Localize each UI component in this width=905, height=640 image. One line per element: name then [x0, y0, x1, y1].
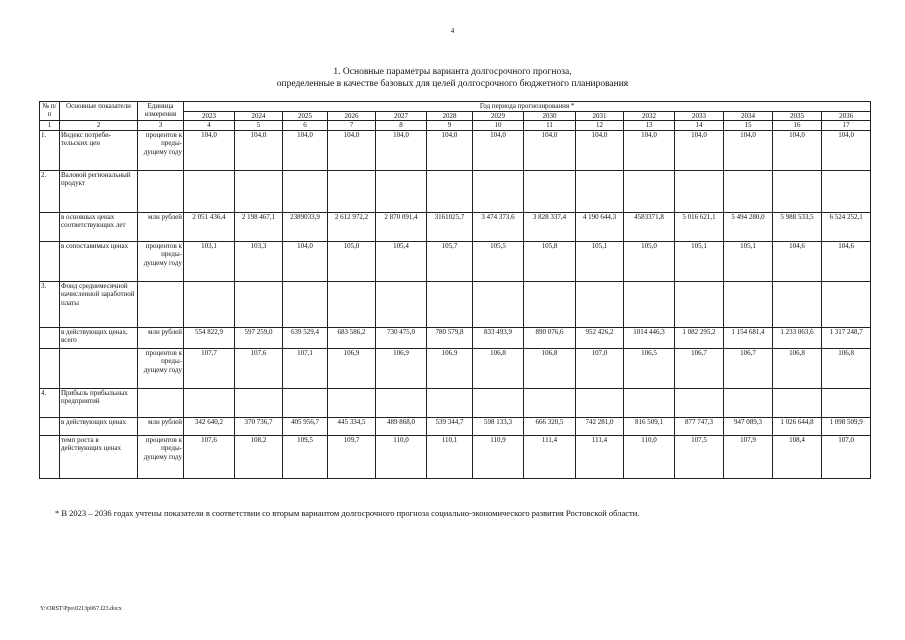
row-value: 106,7	[675, 348, 724, 388]
row-value: 106,9	[376, 348, 427, 388]
row-value: 342 640,2	[184, 417, 235, 435]
row-value: 104,0	[675, 130, 724, 170]
row-value: 947 089,3	[724, 417, 773, 435]
row-value: 1 154 681,4	[724, 327, 773, 348]
row-value: 105,7	[427, 241, 473, 281]
row-number: 4.	[40, 388, 60, 417]
row-number	[40, 327, 60, 348]
row-value: 107,5	[675, 435, 724, 478]
row-value: 105,8	[524, 241, 576, 281]
column-number: 2	[60, 121, 138, 130]
row-value: 105,5	[473, 241, 524, 281]
row-indicator: Валовой региональный продукт	[60, 170, 138, 212]
row-value: 370 736,7	[235, 417, 283, 435]
row-number	[40, 212, 60, 241]
row-value: 890 076,6	[524, 327, 576, 348]
row-unit: млн рублей	[138, 212, 184, 241]
table-row	[40, 417, 871, 435]
row-value	[675, 388, 724, 417]
row-value: 106,9	[427, 348, 473, 388]
header-year: 2029	[473, 112, 524, 121]
row-value	[524, 170, 576, 212]
row-number	[40, 435, 60, 478]
row-value: 107,7	[184, 348, 235, 388]
header-year: 2026	[328, 112, 376, 121]
column-number: 13	[624, 121, 675, 130]
row-value: 1 317 248,7	[822, 327, 871, 348]
column-number: 17	[822, 121, 871, 130]
row-value: 110,9	[473, 435, 524, 478]
row-value: 104,0	[184, 130, 235, 170]
row-value	[524, 281, 576, 327]
table-row	[40, 327, 871, 348]
row-value	[427, 170, 473, 212]
row-value: 742 281,0	[576, 417, 624, 435]
page-number: 4	[450, 27, 455, 35]
forecast-table	[39, 101, 871, 479]
row-value	[283, 281, 328, 327]
row-value	[524, 388, 576, 417]
header-year: 2025	[283, 112, 328, 121]
row-number	[40, 241, 60, 281]
row-value	[773, 170, 822, 212]
row-value: 111,4	[576, 435, 624, 478]
row-unit	[138, 281, 184, 327]
row-value: 833 493,9	[473, 327, 524, 348]
row-indicator: Индекс потреби-тельских цен	[60, 130, 138, 170]
row-value: 5 494 280,0	[724, 212, 773, 241]
row-value	[235, 170, 283, 212]
row-value: 107,6	[235, 348, 283, 388]
row-indicator: в действующих ценах, всего	[60, 327, 138, 348]
row-value: 104,0	[427, 130, 473, 170]
row-value: 106,5	[624, 348, 675, 388]
table-row	[40, 212, 871, 241]
row-unit: млн рублей	[138, 417, 184, 435]
row-value: 105,1	[724, 241, 773, 281]
row-value: 104,0	[473, 130, 524, 170]
table-row	[40, 130, 871, 170]
header-year: 2028	[427, 112, 473, 121]
row-value: 4 190 644,3	[576, 212, 624, 241]
row-value: 105,0	[328, 241, 376, 281]
row-value: 816 509,1	[624, 417, 675, 435]
row-value: 104,0	[624, 130, 675, 170]
row-indicator: Прибыль прибыльных предприятий	[60, 388, 138, 417]
header-unit: Единица измерения	[138, 102, 184, 121]
column-number: 14	[675, 121, 724, 130]
row-unit: млн рублей	[138, 327, 184, 348]
row-value: 104,0	[235, 130, 283, 170]
column-number: 6	[283, 121, 328, 130]
row-value	[822, 388, 871, 417]
header-row	[40, 102, 871, 112]
table-row	[40, 281, 871, 327]
row-value: 107,0	[576, 348, 624, 388]
row-value: 107,0	[822, 435, 871, 478]
row-value: 1 082 295,2	[675, 327, 724, 348]
row-value: 105,0	[624, 241, 675, 281]
header-year: 2027	[376, 112, 427, 121]
row-value	[328, 281, 376, 327]
row-value	[724, 388, 773, 417]
row-number	[40, 417, 60, 435]
row-value	[624, 388, 675, 417]
row-value: 3 474 373,6	[473, 212, 524, 241]
table-row	[40, 241, 871, 281]
row-indicator: темп роста в действующих ценах	[60, 435, 138, 478]
row-value: 5 016 621,1	[675, 212, 724, 241]
row-value: 106,8	[524, 348, 576, 388]
row-number: 3.	[40, 281, 60, 327]
row-value: 3 828 337,4	[524, 212, 576, 241]
row-value: 104,0	[773, 130, 822, 170]
row-value: 1 026 644,8	[773, 417, 822, 435]
row-value: 103,3	[235, 241, 283, 281]
table-row	[40, 348, 871, 388]
row-indicator: Фонд среднемесячной начисленной заработной платы	[60, 281, 138, 327]
header-year: 2030	[524, 112, 576, 121]
row-indicator	[60, 348, 138, 388]
row-value	[376, 281, 427, 327]
row-number: 2.	[40, 170, 60, 212]
row-value: 106,8	[473, 348, 524, 388]
table-row	[40, 388, 871, 417]
row-value: 780 579,8	[427, 327, 473, 348]
table-row	[40, 435, 871, 478]
column-number: 16	[773, 121, 822, 130]
header-year: 2033	[675, 112, 724, 121]
title-line-2: определенные в качестве базовых для целей долгосрочного бюджетного планирования	[276, 79, 629, 89]
row-value	[427, 388, 473, 417]
row-unit: процентов к преды-дущему году	[138, 130, 184, 170]
row-unit: процентов к преды-дущему году	[138, 241, 184, 281]
row-value	[675, 281, 724, 327]
table-row	[40, 170, 871, 212]
column-number: 8	[376, 121, 427, 130]
row-value: 598 133,3	[473, 417, 524, 435]
row-value: 104,0	[822, 130, 871, 170]
row-value: 103,1	[184, 241, 235, 281]
row-value: 104,0	[328, 130, 376, 170]
row-value: 106,9	[328, 348, 376, 388]
row-value	[675, 170, 724, 212]
row-value	[427, 281, 473, 327]
column-number: 15	[724, 121, 773, 130]
row-value: 2 870 091,4	[376, 212, 427, 241]
row-unit: процентов к преды-дущему году	[138, 435, 184, 478]
row-value	[235, 281, 283, 327]
row-value: 104,6	[822, 241, 871, 281]
header-year: 2036	[822, 112, 871, 121]
column-number: 5	[235, 121, 283, 130]
row-value	[576, 388, 624, 417]
row-value: 110,0	[624, 435, 675, 478]
row-value: 104,0	[724, 130, 773, 170]
row-value	[576, 281, 624, 327]
row-value	[724, 170, 773, 212]
row-value: 3161025,7	[427, 212, 473, 241]
row-value: 405 956,7	[283, 417, 328, 435]
row-value: 666 320,5	[524, 417, 576, 435]
row-unit	[138, 388, 184, 417]
row-value: 489 868,0	[376, 417, 427, 435]
header-year: 2024	[235, 112, 283, 121]
column-number: 7	[328, 121, 376, 130]
row-value: 105,4	[376, 241, 427, 281]
column-number: 9	[427, 121, 473, 130]
row-value: 109,7	[328, 435, 376, 478]
row-value: 2389033,9	[283, 212, 328, 241]
row-value: 5 988 533,5	[773, 212, 822, 241]
column-number: 12	[576, 121, 624, 130]
row-unit: процентов к преды-дущему году	[138, 348, 184, 388]
header-indicator: Основные показатели	[60, 102, 138, 121]
row-unit	[138, 170, 184, 212]
row-value	[822, 170, 871, 212]
row-value	[283, 388, 328, 417]
row-value	[473, 388, 524, 417]
row-value: 4583371,8	[624, 212, 675, 241]
row-value	[576, 170, 624, 212]
column-number: 4	[184, 121, 235, 130]
row-value: 445 334,5	[328, 417, 376, 435]
row-value	[376, 388, 427, 417]
row-value	[283, 170, 328, 212]
row-value: 104,0	[576, 130, 624, 170]
header-year: 2034	[724, 112, 773, 121]
row-value	[822, 281, 871, 327]
row-value: 597 259,0	[235, 327, 283, 348]
row-value: 952 426,2	[576, 327, 624, 348]
row-number	[40, 348, 60, 388]
row-value: 730 475,0	[376, 327, 427, 348]
row-value: 107,6	[184, 435, 235, 478]
row-value: 2 051 436,4	[184, 212, 235, 241]
row-value: 1 233 063,6	[773, 327, 822, 348]
row-value	[624, 281, 675, 327]
header-period: Год периода прогнозирования *	[184, 102, 871, 112]
row-value	[184, 170, 235, 212]
row-value	[184, 281, 235, 327]
row-value: 104,0	[283, 130, 328, 170]
header-year: 2035	[773, 112, 822, 121]
row-value: 106,8	[773, 348, 822, 388]
row-value: 539 344,7	[427, 417, 473, 435]
column-number: 11	[524, 121, 576, 130]
document-title	[0, 66, 905, 90]
row-value: 110,0	[376, 435, 427, 478]
footnote: * В 2023 – 2036 годах учтены показатели в соответствии со вторым вариантом долгосрочного прогноза социально-экономического развития Ростовской области.	[55, 508, 640, 518]
title-line-1: 1. Основные параметры варианта долгосрочного прогноза,	[333, 67, 572, 77]
row-value: 110,1	[427, 435, 473, 478]
file-path: Y:\ORST\Ppo\0213p067.f23.docx	[40, 606, 122, 612]
table-body	[40, 130, 871, 478]
row-number: 1.	[40, 130, 60, 170]
row-value: 106,7	[724, 348, 773, 388]
column-number: 1	[40, 121, 60, 130]
row-value: 2 198 467,1	[235, 212, 283, 241]
row-value	[473, 170, 524, 212]
row-value: 2 612 972,2	[328, 212, 376, 241]
row-value: 105,1	[576, 241, 624, 281]
row-value	[773, 388, 822, 417]
row-value: 107,1	[283, 348, 328, 388]
row-value: 106,8	[822, 348, 871, 388]
row-value	[473, 281, 524, 327]
row-value: 105,1	[675, 241, 724, 281]
row-value: 104,0	[524, 130, 576, 170]
row-value	[773, 281, 822, 327]
row-value: 108,2	[235, 435, 283, 478]
row-value	[328, 388, 376, 417]
row-indicator: в сопоставимых ценах	[60, 241, 138, 281]
row-indicator: в основных ценах соответствующих лет	[60, 212, 138, 241]
row-value: 1014 446,3	[624, 327, 675, 348]
row-value: 683 586,2	[328, 327, 376, 348]
row-value: 877 747,3	[675, 417, 724, 435]
header-year: 2032	[624, 112, 675, 121]
row-value	[235, 388, 283, 417]
row-value: 6 524 252,1	[822, 212, 871, 241]
header-year: 2031	[576, 112, 624, 121]
row-value: 107,9	[724, 435, 773, 478]
header-year: 2023	[184, 112, 235, 121]
row-value: 639 529,4	[283, 327, 328, 348]
row-value	[376, 170, 427, 212]
row-value: 104,6	[773, 241, 822, 281]
row-value: 1 098 509,9	[822, 417, 871, 435]
row-value: 111,4	[524, 435, 576, 478]
column-numbers-row	[40, 121, 871, 130]
header-num: № п/п	[40, 102, 60, 121]
row-value: 104,0	[283, 241, 328, 281]
row-value	[624, 170, 675, 212]
row-value	[184, 388, 235, 417]
row-value	[328, 170, 376, 212]
row-value	[724, 281, 773, 327]
row-value: 109,5	[283, 435, 328, 478]
row-value: 554 822,9	[184, 327, 235, 348]
row-value: 108,4	[773, 435, 822, 478]
table-header	[40, 102, 871, 131]
column-number: 3	[138, 121, 184, 130]
row-indicator: в действующих ценах	[60, 417, 138, 435]
row-value: 104,0	[376, 130, 427, 170]
column-number: 10	[473, 121, 524, 130]
